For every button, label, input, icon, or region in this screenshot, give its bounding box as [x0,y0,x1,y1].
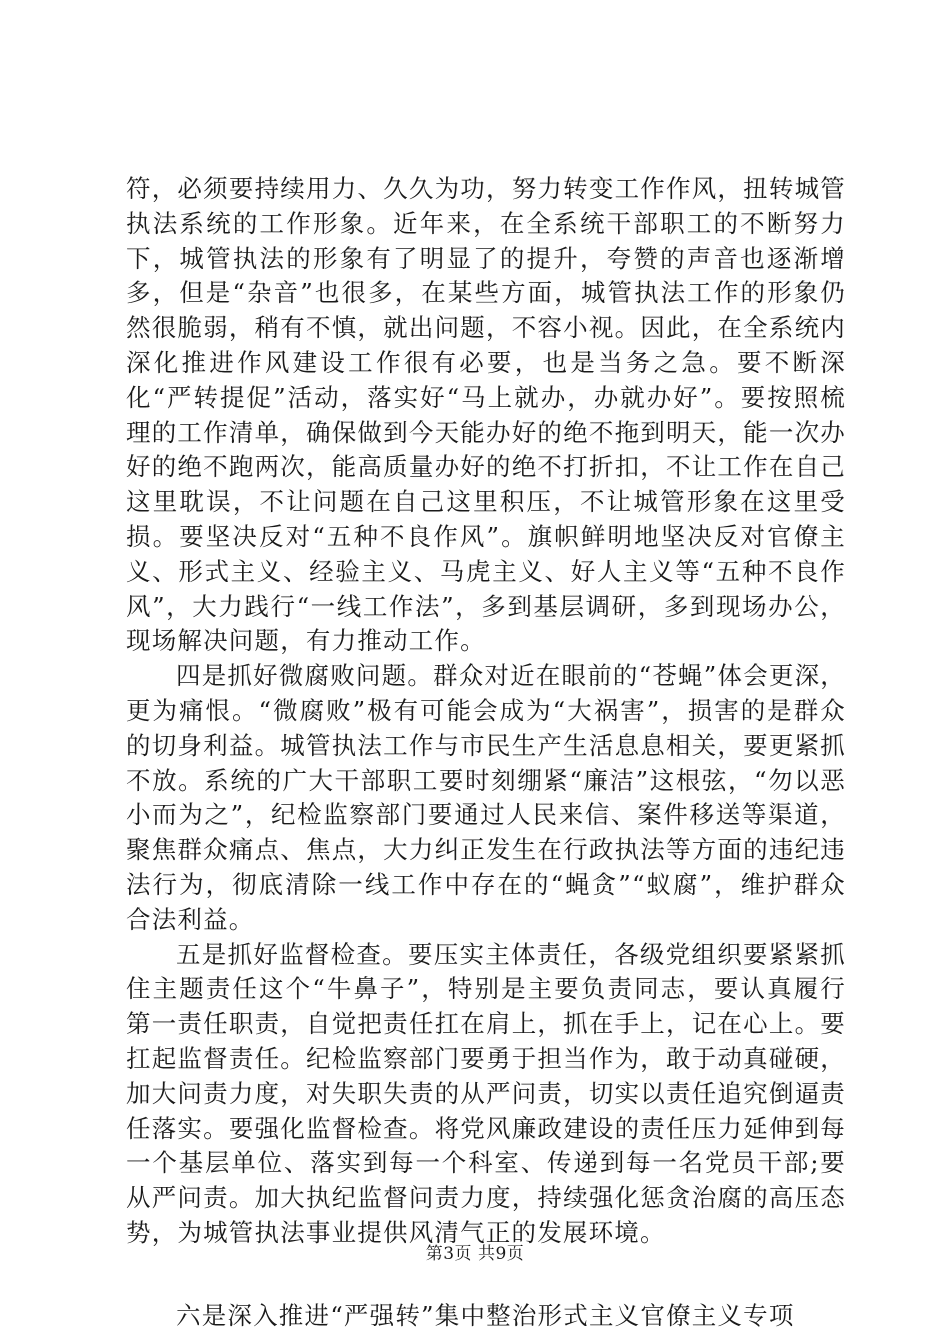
paragraph-point-six: 六是深入推进“严强转”集中整治形式主义官僚主义专项 [176,1300,795,1330]
document-body [126,172,846,1334]
page-footer: 第3页 共9页 [425,1244,525,1264]
paragraph-point-four: 四是抓好微腐败问题。群众对近在眼前的“苍蝇”体会更深，更为痛恨。“微腐败”极有可能会成为“大祸害”，损害的是群众的切身利益。城管执法工作与市民生产生活息息相关，要更紧抓不放。系统的广大干部职工要时刻绷紧“廉洁”这根弦，“勿以恶小而为之”，纪检监察部门要通过人民来信、案件移送等渠道，聚焦群众痛点、焦点，大力纠正发生在行政执法等方面的违纪违法行为，彻底清除一线工作中存在的“蝇贪”“蚁腐”，维护群众合法利益。 [126,661,846,934]
paragraph-point-five: 五是抓好监督检查。要压实主体责任，各级党组织要紧紧抓住主题责任这个“牛鼻子”，特别是主要负责同志，要认真履行第一责任职责，自觉把责任扛在肩上，抓在手上，记在心上。要扛起监督责任。纪检监察部门要勇于担当作为，敢于动真碰硬，加大问责力度，对失职失责的从严问责，切实以责任追究倒逼责任落实。要强化监督检查。将党风廉政建设的责任压力延伸到每一个基层单位、落实到每一个科室、传递到每一名党员干部;要从严问责。加大执纪监督问责力度，持续强化惩贪治腐的高压态势，为城管执法事业提供风清气正的发展环境。 [126,939,846,1247]
paragraph-continuation: 符，必须要持续用力、久久为功，努力转变工作作风，扭转城管执法系统的工作形象。近年来，在全系统干部职工的不断努力下，城管执法的形象有了明显了的提升，夸赞的声音也逐渐增多，但是“杂音”也很多，在某些方面，城管执法工作的形象仍然很脆弱，稍有不慎，就出问题，不容小视。因此，在全系统内深化推进作风建设工作很有必要，也是当务之急。要不断深化“严转提促”活动，落实好“马上就办，办就办好”。要按照梳理的工作清单，确保做到今天能办好的绝不拖到明天，能一次办好的绝不跑两次，能高质量办好的绝不打折扣，不让工作在自己这里耽误，不让问题在自己这里积压，不让城管形象在这里受损。要坚决反对“五种不良作风”。旗帜鲜明地坚决反对官僚主义、形式主义、经验主义、马虎主义、好人主义等“五种不良作风”，大力践行“一线工作法”，多到基层调研，多到现场办公，现场解决问题，有力推动工作。 [126,174,846,656]
